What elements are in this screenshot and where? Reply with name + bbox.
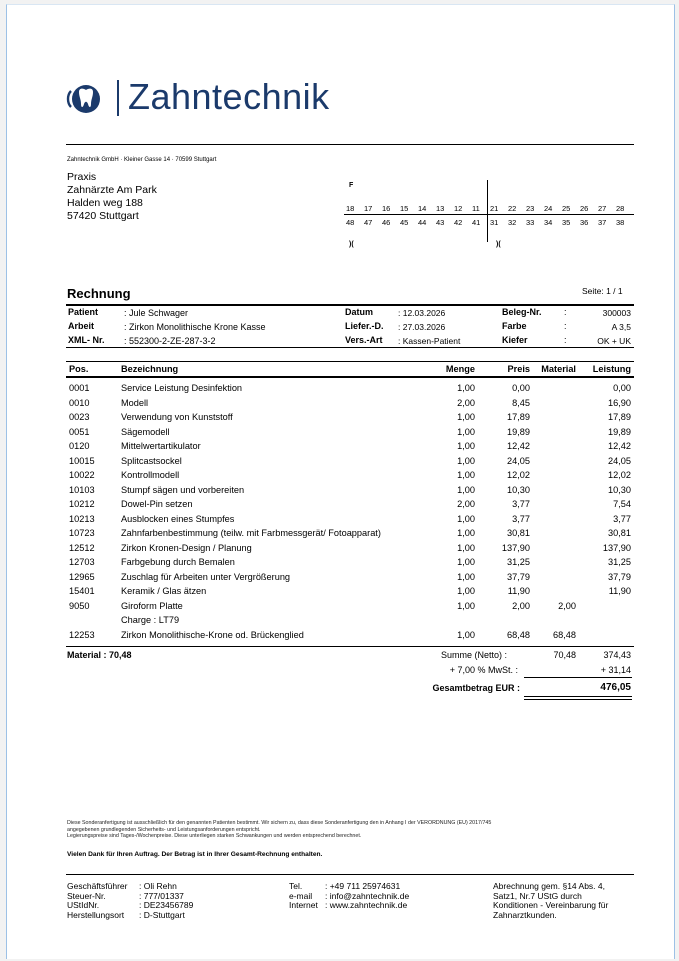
footer-label: Herstellungsort [67,909,125,920]
tooth-number: 48 [346,218,355,227]
double-rule-top [524,696,632,697]
tooth-mark-right: )( [496,241,501,248]
row-pos: 0010 [69,397,90,408]
table-row [68,543,631,557]
tooth-number: 41 [472,218,481,227]
row-bezeichnung: Stumpf sägen und vorbereiten [121,484,245,495]
row-menge: 2,00 [457,499,475,509]
footer-rule [66,874,634,875]
row-material: 68,48 [553,629,576,640]
footer-col1-values [139,882,193,920]
row-bezeichnung: Zirkon Monolithische-Krone od. Brückenglied [121,629,304,640]
tooth-number: 46 [382,218,391,227]
row-bezeichnung: Modell [121,397,149,408]
page-number: Seite: 1 / 1 [582,286,623,296]
farbe-value: A 3,5 [611,322,631,332]
row-pos: 10212 [69,499,95,509]
tooth-number: 25 [562,204,571,213]
footer-value: : info@zahntechnik.de [325,890,410,901]
notice-text [67,820,491,840]
row-preis: 11,90 [507,586,530,596]
tooth-number: 31 [490,218,499,227]
gesamt-label: Gesamtbetrag EUR : [432,683,520,693]
tooth-number: 44 [418,218,427,227]
row-bezeichnung: Farbgebung durch Bemalen [121,557,235,567]
farbe-colon: : [564,321,567,331]
table-row [68,441,631,455]
recipient-address [67,171,157,223]
row-pos: 0051 [69,426,90,437]
row-pos: 10022 [69,470,95,480]
tooth-number: 12 [454,204,463,213]
tooth-number: 27 [598,204,607,213]
footer-note: Abrechnung gem. §14 Abs. 4, [493,881,605,891]
netto-label: Summe (Netto) : [440,650,507,660]
row-bezeichnung: Splitcastsockel [121,455,182,466]
tooth-number: 42 [454,218,463,227]
table-row [68,427,631,441]
row-preis: 30,81 [507,528,530,538]
footer-label: Steuer-Nr. [67,890,106,901]
kiefer-colon: : [564,335,567,345]
row-pos: 10103 [69,484,95,495]
tooth-number: 33 [526,218,535,227]
tooth-number: 35 [562,218,571,227]
row-menge: 1,00 [457,586,475,596]
header-leistung: Leistung [592,364,631,374]
row-leistung: 17,89 [608,412,631,422]
datum-label: Datum [345,307,374,317]
table-row [68,572,631,586]
row-preis: 137,90 [501,542,530,553]
row-menge: 1,00 [457,571,475,582]
title-rule [66,304,634,306]
notice-line: Legierungspreise sind Tages-/Wochenpreise. Diese unterliegen starken Schwankungen und werden entsprechend berechnet. [67,833,362,839]
footer-value: : D-Stuttgart [139,909,185,920]
row-pos: 0023 [69,412,90,422]
row-leistung: 10,30 [608,484,631,495]
table-row [68,615,631,629]
recipient-line: 57420 Stuttgart [67,210,139,222]
row-leistung: 30,81 [608,528,631,538]
row-menge: 1,00 [457,629,475,640]
footer-note: Satz1, Nr.7 UStG durch [493,890,582,901]
row-bezeichnung: Giroform Platte [121,600,183,611]
footer-value: : 777/01337 [139,890,184,901]
table-row [68,485,631,499]
patient-value: : Jule Schwager [124,308,189,318]
logo-divider [117,80,119,116]
sum-rule [524,677,632,678]
row-bezeichnung: Ausblocken eines Stumpfes [121,513,235,524]
tooth-number: 14 [418,204,427,213]
gesamt-value: 476,05 [600,682,631,693]
notice-line: angegebenen grundlegenden Sicherheits- und Leistungsanforderungen entspricht. [67,826,261,833]
row-menge: 1,00 [457,542,475,553]
mwst-value: + 31,14 [600,665,631,675]
table-row [68,601,631,615]
footer-label: Internet [289,900,318,910]
row-bezeichnung: Service Leistung Desinfektion [121,383,243,393]
table-row [68,514,631,528]
row-pos: 0001 [69,383,90,393]
table-row [68,557,631,571]
row-pos: 10213 [69,513,95,524]
tooth-number: 22 [508,204,517,213]
liefer-value: : 27.03.2026 [398,322,446,332]
row-menge: 1,00 [457,557,475,567]
row-preis: 24,05 [507,455,530,466]
row-bezeichnung: Charge : LT79 [121,615,180,625]
row-pos: 12703 [69,557,95,567]
footer-label: Geschäftsführer [67,881,128,891]
header-menge: Menge [445,364,475,374]
row-preis: 17,89 [507,412,530,422]
teeth-lower-row [346,218,634,227]
beleg-colon: : [564,307,567,317]
row-bezeichnung: Zirkon Kronen-Design / Planung [121,542,252,553]
row-preis: 3,77 [512,499,530,509]
row-menge: 1,00 [457,441,475,451]
footer-note: Konditionen - Vereinbarung für [493,900,609,910]
row-pos: 0120 [69,441,90,451]
double-rule-bottom [524,699,632,700]
header-material: Material [541,364,576,374]
footer-label: Tel. [289,881,303,891]
footer-col2-values [325,882,409,911]
tooth-number: 11 [472,204,480,213]
row-preis: 68,48 [507,629,530,640]
row-pos: 10015 [69,455,95,466]
tooth-number: 15 [400,204,409,213]
kiefer-label: Kiefer [502,335,528,345]
tooth-number: 34 [544,218,553,227]
thanks-text: Vielen Dank für Ihren Auftrag. Der Betrag ist in Ihrer Gesamt-Rechnung enthalten. [67,851,323,858]
table-row [68,630,631,644]
recipient-line: Halden weg 188 [67,197,143,209]
tooth-number: 24 [544,204,553,213]
tooth-number: 36 [580,218,589,227]
row-preis: 12,42 [507,441,530,451]
row-menge: 1,00 [457,455,475,466]
footer-label: e-mail [289,890,313,901]
xml-label: XML- Nr. [68,335,105,345]
row-leistung: 12,02 [608,470,631,480]
row-menge: 1,00 [457,426,475,437]
liefer-label: Liefer.-D. [345,321,384,331]
tooth-number: 17 [364,204,373,213]
row-preis: 3,77 [512,513,530,524]
row-menge: 1,00 [457,412,475,422]
datum-value: : 12.03.2026 [398,308,446,318]
mwst-label: + 7,00 % MwSt. : [449,665,518,675]
footer-value: : +49 711 25974631 [325,881,401,891]
row-material: 2,00 [558,600,576,611]
row-leistung: 7,54 [613,499,631,509]
row-pos: 15401 [69,586,95,596]
header-preis: Preis [507,364,530,374]
row-leistung: 0,00 [613,383,631,393]
row-bezeichnung: Mittelwertartikulator [121,441,201,451]
row-menge: 1,00 [457,528,475,538]
footer-col3 [493,882,608,920]
footer-col1-labels [67,882,127,920]
table-row [68,412,631,426]
row-pos: 12512 [69,542,95,553]
row-leistung: 16,90 [608,397,631,408]
row-leistung: 12,42 [608,441,631,451]
row-bezeichnung: Kontrollmodell [121,470,180,480]
row-preis: 31,25 [507,557,530,567]
row-preis: 12,02 [507,470,530,480]
arbeit-label: Arbeit [68,321,95,331]
tooth-number: 21 [490,204,499,213]
row-leistung: 19,89 [608,426,631,437]
header-pos: Pos. [69,364,89,374]
sender-line: Zahntechnik GmbH · Kleiner Gasse 14 · 70599 Stuttgart [67,157,217,163]
kiefer-value: OK + UK [597,336,631,346]
row-leistung: 3,77 [613,513,631,524]
tooth-number: 38 [616,218,625,227]
netto-material: 70,48 [553,650,576,660]
table-header-rule [66,376,634,378]
material-total: Material : 70,48 [67,650,132,660]
row-bezeichnung: Keramik / Glas ätzen [121,586,207,596]
row-preis: 8,45 [512,397,530,408]
tooth-number: 32 [508,218,517,227]
tooth-number: 45 [400,218,409,227]
row-bezeichnung: Dowel-Pin setzen [121,499,193,509]
tooth-number: 23 [526,204,535,213]
xml-value: : 552300-2-ZE-287-3-2 [124,336,216,346]
meta-rule [66,347,634,348]
row-bezeichnung: Zuschlag für Arbeiten unter Vergrößerung [121,571,291,582]
row-menge: 1,00 [457,600,475,611]
row-preis: 37,79 [507,571,530,582]
tooth-number: 18 [346,204,355,213]
row-menge: 1,00 [457,484,475,495]
header-bezeichnung: Bezeichnung [121,364,179,374]
row-pos: 12965 [69,571,95,582]
row-bezeichnung: Sägemodell [121,426,170,437]
tooth-mark-left: )( [349,241,354,248]
row-leistung: 11,90 [608,586,631,596]
arbeit-value: : Zirkon Monolithische Krone Kasse [124,322,266,332]
tooth-number: 16 [382,204,391,213]
row-leistung: 137,90 [602,542,631,553]
beleg-value: 300003 [602,308,631,318]
row-menge: 2,00 [457,397,475,408]
farbe-label: Farbe [502,321,527,331]
row-pos: 9050 [69,600,90,611]
table-row [68,398,631,412]
teeth-row-divider [344,214,634,215]
brand-name: Zahntechnik [128,76,330,117]
vers-value: : Kassen-Patient [398,336,461,346]
row-menge: 1,00 [457,383,475,393]
row-preis: 2,00 [512,600,530,611]
row-preis: 19,89 [507,426,530,437]
footer-label: UStIdNr. [67,900,100,910]
row-pos: 12253 [69,629,95,640]
patient-label: Patient [68,307,99,317]
footer-col2-labels [289,882,318,911]
row-preis: 10,30 [507,484,530,495]
table-bottom-rule [66,646,634,647]
table-row [68,383,631,397]
row-preis: 0,00 [512,383,530,393]
tooth-number: 28 [616,204,625,213]
table-row [68,470,631,484]
row-leistung: 24,05 [608,455,631,466]
tooth-number: 47 [364,218,373,227]
row-bezeichnung: Verwendung von Kunststoff [121,412,233,422]
footer-note: Zahnarztkunden. [493,909,557,920]
table-row [68,528,631,542]
header-rule [66,144,634,145]
row-leistung: 37,79 [608,571,631,582]
table-row [68,456,631,470]
tooth-logo-icon [66,79,112,119]
document-title: Rechnung [67,286,131,301]
row-menge: 1,00 [457,513,475,524]
recipient-line: Praxis [67,171,97,183]
tooth-number: 43 [436,218,445,227]
netto-leistung: 374,43 [603,650,631,660]
tooth-number: 26 [580,204,589,213]
footer-value: : www.zahntechnik.de [325,900,408,910]
recipient-line: Zahnärzte Am Park [67,184,157,196]
footer-value: : Oli Rehn [139,881,177,891]
beleg-label: Beleg-Nr. [502,307,542,317]
row-leistung: 31,25 [608,557,631,567]
table-row [68,499,631,513]
row-bezeichnung: Zahnfarbenbestimmung (teilw. mit Farbmessgerät/ Fotoapparat) [121,528,381,538]
row-pos: 10723 [69,528,95,538]
table-row [68,586,631,600]
row-menge: 1,00 [457,470,475,480]
vers-label: Vers.-Art [345,335,383,345]
tooth-marker: F [349,182,354,189]
footer-value: : DE23456789 [139,900,194,910]
tooth-number: 13 [436,204,445,213]
table-top-rule [66,361,634,362]
tooth-number: 37 [598,218,607,227]
notice-line: Diese Sonderanfertigung ist ausschließlich für den genannten Patienten bestimmt. Wir sichern zu, dass diese Sonderanfertigung den in Anhang I der VERORDNUNG (EU) 2017/745 [67,820,492,826]
teeth-upper-row [346,204,634,213]
